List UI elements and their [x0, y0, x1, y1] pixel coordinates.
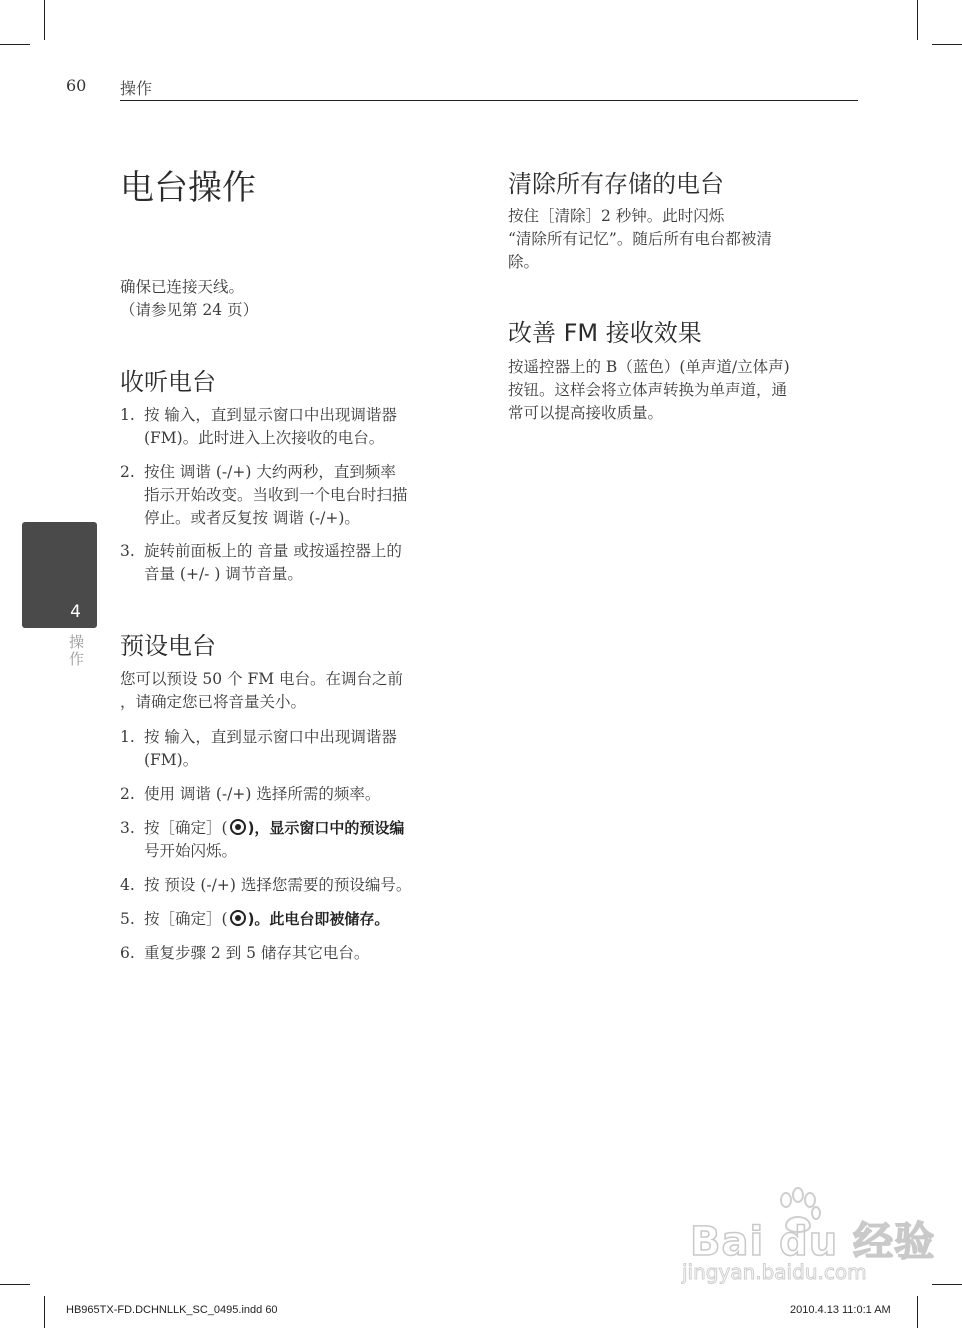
fm-line: 按钮。这样会将立体声转换为单声道，通 — [508, 381, 788, 399]
clear-text — [508, 205, 772, 274]
clear-line: 除。 — [508, 253, 540, 271]
watermark-logo-text: Bai du 经验 — [690, 1219, 936, 1265]
crop-mark — [932, 44, 962, 45]
item-text: 按 输入，直到显示窗口中出现调谐器 — [144, 728, 397, 746]
list-item — [120, 817, 404, 863]
crop-mark — [0, 44, 30, 45]
watermark-url: jingyan.baidu.com — [682, 1260, 867, 1284]
item-number: 3. — [120, 542, 135, 560]
section-heading-preset: 预设电台 — [120, 632, 216, 660]
header-divider — [120, 100, 858, 101]
list-item — [120, 942, 369, 965]
item-text: )，显示窗口中的预设编 — [247, 819, 405, 837]
preset-intro-line: 您可以预设 50 个 FM 电台。在调台之前 — [120, 670, 404, 688]
item-number: 5. — [120, 910, 135, 928]
ok-circle-icon — [230, 910, 246, 926]
fm-text — [508, 356, 790, 425]
item-number: 6. — [120, 944, 135, 962]
page-number: 60 — [66, 76, 87, 95]
list-item — [120, 726, 397, 772]
item-text: 按［确定］( — [144, 819, 228, 837]
intro-text — [120, 276, 258, 322]
baidu-watermark — [680, 1186, 936, 1296]
item-number: 1. — [120, 406, 135, 424]
item-text: 使用 调谐 (-/+) 选择所需的频率。 — [144, 785, 381, 803]
intro-line: （请参见第 24 页） — [120, 301, 259, 319]
crop-mark — [917, 0, 918, 40]
footer-date: 2010.4.13 11:0:1 AM — [790, 1304, 891, 1316]
item-text: 按 输入，直到显示窗口中出现调谐器 — [144, 406, 397, 424]
fm-line: 常可以提高接收质量。 — [508, 404, 664, 422]
item-text: )。此电台即被储存。 — [247, 910, 390, 928]
preset-intro-line: ，请确定您已将音量关小。 — [120, 693, 307, 711]
page-title: 电台操作 — [120, 168, 256, 208]
item-text: (FM)。 — [144, 751, 199, 769]
section-heading-fm: 改善 FM 接收效果 — [508, 319, 702, 347]
intro-line: 确保已连接天线。 — [120, 278, 245, 296]
list-item — [120, 461, 408, 530]
item-text: 按住 调谐 (-/+) 大约两秒，直到频率 — [144, 463, 396, 481]
item-number: 1. — [120, 728, 135, 746]
list-item — [120, 540, 402, 586]
crop-mark — [0, 1284, 30, 1285]
chapter-tab — [22, 522, 97, 628]
list-item — [120, 783, 380, 806]
item-text: 停止。或者反复按 调谐 (-/+)。 — [144, 509, 360, 527]
preset-intro — [120, 668, 403, 714]
running-header: 操作 — [120, 79, 153, 98]
section-heading-clear: 清除所有存储的电台 — [508, 170, 724, 198]
ok-circle-icon — [230, 819, 246, 835]
fm-line: 按遥控器上的 B（蓝色）(单声道/立体声) — [508, 358, 790, 376]
section-heading-listen: 收听电台 — [120, 368, 216, 396]
crop-mark — [917, 1296, 918, 1328]
item-text: 旋转前面板上的 音量 或按遥控器上的 — [144, 542, 402, 560]
list-item — [120, 908, 389, 931]
item-number: 2. — [120, 785, 135, 803]
item-number: 2. — [120, 463, 135, 481]
chapter-label: 操作 — [67, 634, 85, 668]
item-text: (FM)。此时进入上次接收的电台。 — [144, 429, 385, 447]
list-item — [120, 874, 411, 897]
clear-line: 按住［清除］2 秒钟。此时闪烁 — [508, 207, 725, 225]
list-item — [120, 404, 397, 450]
clear-line: “清除所有记忆”。随后所有电台都被清 — [508, 230, 772, 248]
item-text: 按［确定］( — [144, 910, 228, 928]
crop-mark — [932, 1284, 962, 1285]
item-text: 音量 (+/- ) 调节音量。 — [144, 565, 303, 583]
chapter-number: 4 — [70, 602, 81, 622]
crop-mark — [44, 1296, 45, 1328]
item-text: 按 预设 (-/+) 选择您需要的预设编号。 — [144, 876, 412, 894]
item-text: 重复步骤 2 到 5 储存其它电台。 — [144, 944, 370, 962]
footer-file: HB965TX-FD.DCHNLLK_SC_0495.indd 60 — [66, 1304, 278, 1316]
item-text: 指示开始改变。当收到一个电台时扫描 — [144, 486, 408, 504]
item-text: 号开始闪烁。 — [144, 842, 238, 860]
item-number: 4. — [120, 876, 135, 894]
item-number: 3. — [120, 819, 135, 837]
crop-mark — [44, 0, 45, 40]
